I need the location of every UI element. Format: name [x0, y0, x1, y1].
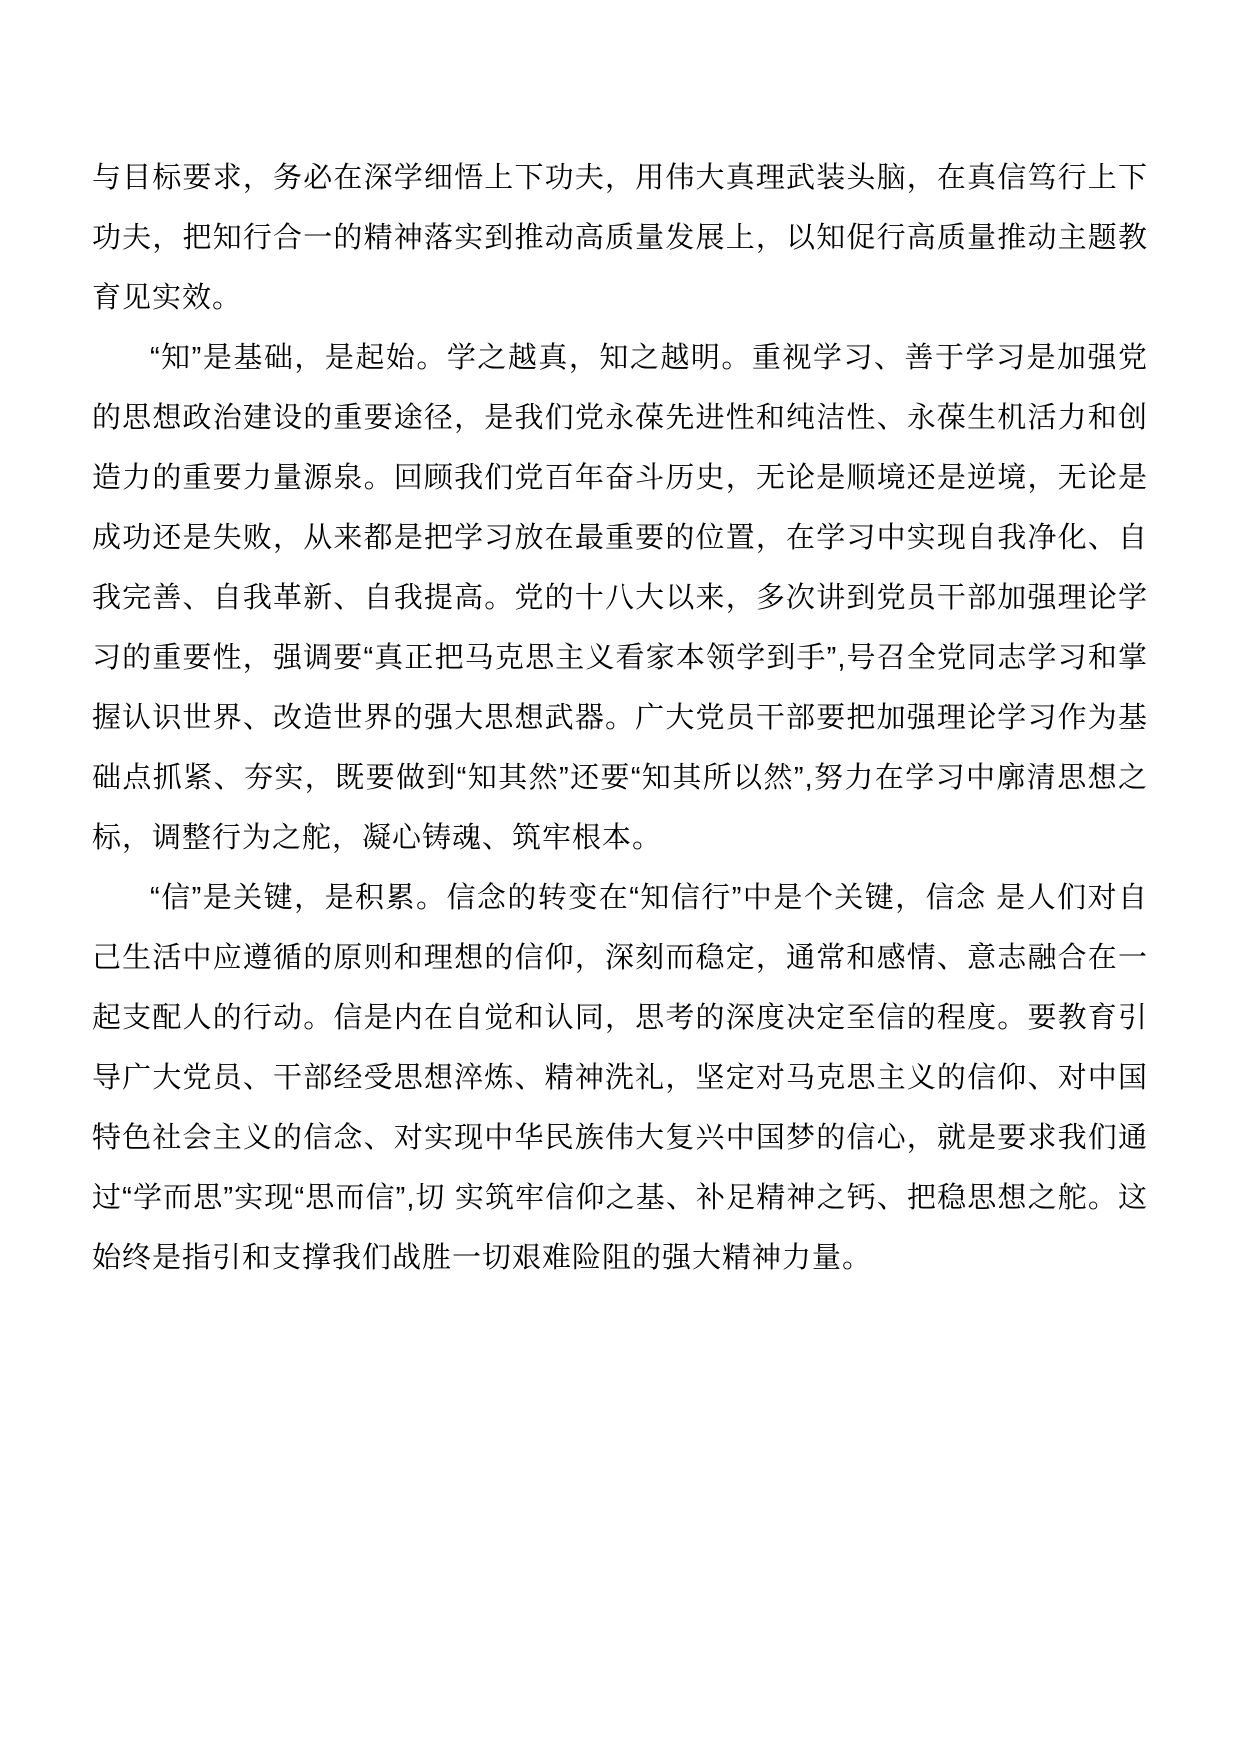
paragraph-xin: “信”是关键，是积累。信念的转变在“知信行”中是个关键，信念 是人们对自己生活中应遵循的原则和理想的信仰，深刻而稳定，通常和感情、意志融合在一起支配人的行动。信是内在自觉和认同，思考的深度决定至信的程度。要教育引导广大党员、干部经受思想淬炼、精神洗礼，坚定对马克思主义的信仰、对中国特色社会主义的信念、对实现中华民族伟大复兴中国梦的信心，就是要求我们通过“学而思”实现“思而信”,切 实筑牢信仰之基、补足精神之钙、把稳思想之舵。这始终是指引和支撑我们战胜一切艰难险阻的强大精神力量。 [92, 882, 1148, 1274]
paragraph-zhi: “知”是基础，是起始。学之越真，知之越明。重视学习、善于学习是加强党的思想政治建设的重要途径，是我们党永葆先进性和纯洁性、永葆生机活力和创造力的重要力量源泉。回顾我们党百年奋斗历史，无论是顺境还是逆境，无论是成功还是失败，从来都是把学习放在最重要的位置，在学习中实现自我净化、自我完善、自我革新、自我提高。党的十八大以来，多次讲到党员干部加强理论学习的重要性，强调要“真正把马克思主义看家本领学到手”,号召全党同志学习和掌握认识世界、改造世界的强大思想武器。广大党员干部要把加强理论学习作为基础点抓紧、夯实，既要做到“知其然”还要“知其所以然”,努力在学习中廓清思想之标，调整行为之舵，凝心铸魂、筑牢根本。 [92, 342, 1148, 854]
document-body [92, 148, 1148, 1288]
paragraph-continuation: 与目标要求，务必在深学细悟上下功夫，用伟大真理武装头脑，在真信笃行上下功夫，把知行合一的精神落实到推动高质量发展上，以知促行高质量推动主题教育见实效。 [92, 162, 1148, 314]
